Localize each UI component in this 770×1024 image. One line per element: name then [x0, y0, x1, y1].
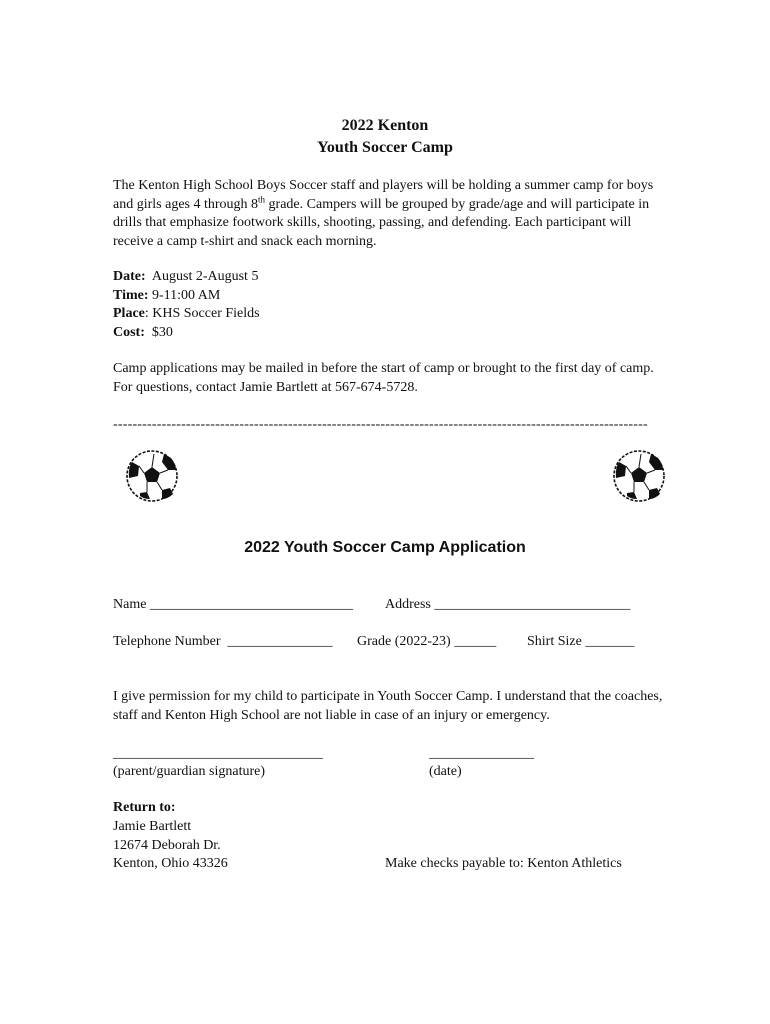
document-title: Youth Soccer Camp	[317, 139, 453, 156]
cut-line-divider: --------------------------------------------------------------------------------------------------------------	[113, 417, 648, 432]
intro-text-part1: The Kenton High School Boys Soccer staff and players will be holding a summer camp for boys and girls ages 4 through 8	[113, 178, 654, 212]
intro-paragraph	[113, 177, 673, 251]
application-title: 2022 Youth Soccer Camp Application	[244, 539, 526, 556]
soccer-ball-icon	[611, 448, 667, 504]
name-field[interactable]: _____________________________	[149, 597, 353, 612]
intro-text-part2: grade. Campers will be grouped by grade/age and will participate in drills that emphasize footwork skills, shooting, passing, and defending. Each participant will receive a camp t-shirt and snack each morning.	[113, 196, 650, 249]
shirt-size-field-row	[527, 633, 634, 652]
date-value: August 2-August 5	[151, 269, 259, 284]
shirt-size-field[interactable]: _______	[585, 634, 635, 649]
address-field[interactable]: ____________________________	[434, 597, 631, 612]
permission-statement: I give permission for my child to participate in Youth Soccer Camp. I understand that the coaches, staff and Kenton High School are not liable in case of an injury or emergency.	[113, 689, 663, 723]
name-field-row	[113, 596, 353, 615]
phone-field-row	[113, 633, 332, 652]
cost-label: Cost:	[113, 324, 145, 340]
date-field-label: (date)	[429, 764, 462, 779]
cost-line	[113, 324, 173, 343]
time-line	[113, 287, 220, 306]
return-to-heading: Return to:	[113, 800, 176, 815]
address-field-row	[385, 596, 630, 615]
grade-field-row	[357, 633, 496, 652]
telephone-field[interactable]: _______________	[227, 634, 333, 649]
address-label: Address	[385, 597, 431, 612]
date-field[interactable]: _______________	[429, 746, 534, 761]
document-title-year: 2022 Kenton	[341, 117, 429, 134]
signature-label: (parent/guardian signature)	[113, 764, 265, 779]
date-line	[113, 268, 258, 287]
mailing-note: Camp applications may be mailed in before the start of camp or brought to the first day of camp. For questions, contact Jamie Bartlett at 567-674-5728.	[113, 361, 654, 395]
shirt-size-label: Shirt Size	[527, 634, 582, 649]
return-name: Jamie Bartlett	[113, 819, 192, 834]
signature-field[interactable]: ______________________________	[113, 746, 323, 761]
soccer-ball-icon	[124, 448, 180, 504]
name-label: Name	[113, 597, 147, 612]
intro-superscript: th	[258, 193, 266, 204]
telephone-label: Telephone Number	[113, 634, 221, 649]
time-label: Time:	[113, 287, 149, 303]
place-value: : KHS Soccer Fields	[144, 306, 260, 321]
cost-value: $30	[151, 324, 173, 340]
time-value: 9-11:00 AM	[152, 287, 221, 303]
grade-field[interactable]: ______	[454, 634, 497, 649]
date-label: Date:	[113, 269, 146, 284]
place-line	[113, 305, 260, 324]
return-city: Kenton, Ohio 43326	[113, 856, 228, 871]
grade-label: Grade (2022-23)	[357, 634, 451, 649]
return-street: 12674 Deborah Dr.	[113, 837, 221, 853]
place-label: Place	[113, 306, 145, 321]
checks-payable-note: Make checks payable to: Kenton Athletics	[385, 856, 622, 871]
